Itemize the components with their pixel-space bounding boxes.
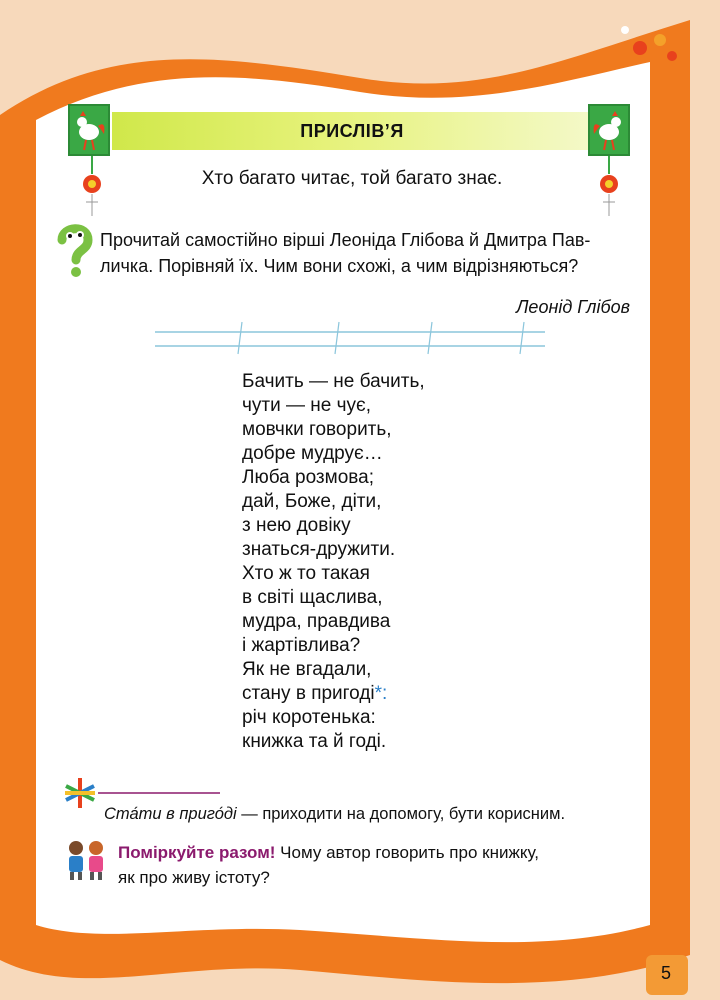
- question-mascot-icon: [52, 222, 96, 278]
- poem-line: чути — не чує,: [242, 395, 371, 416]
- kids-icon: [62, 838, 110, 882]
- poem-line: Люба розмова;: [242, 467, 374, 488]
- rooster-tile-left: [68, 104, 110, 156]
- discussion-question: Чому автор говорить про книжку,: [275, 843, 539, 862]
- rooster-tile-right: [588, 104, 630, 156]
- poem-line: знаться-дружити.: [242, 539, 396, 560]
- poem-line: книжка та й годі.: [242, 731, 387, 752]
- rooster-icon: [588, 104, 630, 156]
- poem-line: в світі щаслива,: [242, 587, 383, 608]
- poem-line: Бачить — не бачить,: [242, 371, 425, 392]
- poem-line: добре мудрує…: [242, 443, 383, 464]
- task-text: [100, 227, 640, 279]
- poem-line: [242, 682, 582, 706]
- poem-author: Леонід Глібов: [516, 297, 630, 317]
- poem-line-text: стану в пригоді: [242, 683, 375, 704]
- task-line: личка. Порівняй їх. Чим вони схожі, а чим відрізняються?: [100, 256, 579, 276]
- discussion-line: [118, 840, 638, 865]
- footnote-mark: *:: [374, 683, 388, 704]
- flower-ornament-right-icon: [597, 156, 621, 220]
- rooster-icon: [68, 104, 110, 156]
- poem-line: і жартівлива?: [242, 635, 361, 656]
- poem-line: Хто ж то такая: [242, 563, 370, 584]
- proverb-heading: ПРИСЛІВ’Я: [300, 121, 404, 141]
- proverb-text: Хто багато читає, той багато знає.: [201, 168, 503, 189]
- discussion-line: як про живу істоту?: [118, 868, 270, 887]
- staff-lines-decoration: [150, 318, 550, 358]
- definition-term: Ста́ти в приго́ді: [104, 805, 237, 823]
- page-number: 5: [660, 963, 671, 983]
- definition-meaning: — приходити на допомогу, бути корисним.: [236, 805, 566, 823]
- poem-line: мудра, правдива: [242, 611, 391, 632]
- discussion-lead: Поміркуйте разом!: [118, 843, 276, 862]
- poem-line: з нею довіку: [242, 515, 351, 536]
- flower-ornament-left-icon: [80, 156, 104, 220]
- poem-line: мовчки говорить,: [242, 419, 392, 440]
- poem-line: дай, Боже, діти,: [242, 491, 382, 512]
- discussion-text: [118, 840, 638, 890]
- task-line: Прочитай самостійно вірші Леоніда Глібова й Дмитра Пав-: [100, 230, 591, 250]
- definition: [104, 805, 644, 824]
- poem-line: річ коротенька:: [242, 707, 376, 728]
- poem: [242, 370, 582, 754]
- poem-line: Як не вгадали,: [242, 659, 372, 680]
